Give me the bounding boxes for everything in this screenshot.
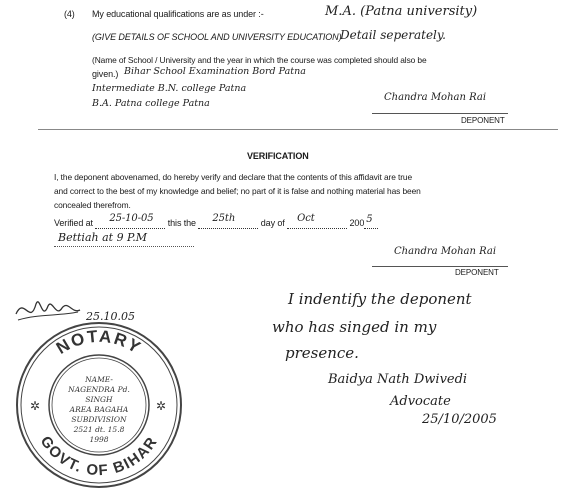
seal-subdivision: SUBDIVISION bbox=[71, 415, 127, 424]
advocate-name: Baidya Nath Dwivedi bbox=[328, 372, 468, 387]
month-value: Oct bbox=[297, 213, 315, 224]
seal-area: AREA BAGAHA bbox=[69, 405, 129, 414]
place-time: Bettiah at 9 P.M bbox=[58, 231, 147, 244]
verification-para3: concealed therefrom. bbox=[54, 200, 131, 210]
seal-reg-no: 2521 dt. 15.8 bbox=[73, 425, 125, 434]
attestation-line3: presence. bbox=[285, 344, 359, 362]
seal-name-label: NAME- bbox=[85, 375, 113, 384]
qualifications-line3b: given.) bbox=[92, 69, 119, 79]
qualifications-line2: (GIVE DETAILS OF SCHOOL AND UNIVERSITY EDUCATION) bbox=[92, 32, 342, 42]
day-value: 25th bbox=[212, 213, 236, 224]
seal-name-line1: NAGENDRA Pd. bbox=[68, 385, 130, 394]
verified-at-label: Verified at bbox=[54, 218, 93, 228]
verification-para2: and correct to the best of my knowledge and belief; no part of it is false and nothing material has been bbox=[54, 186, 421, 196]
seal-top-text: NOTARY bbox=[52, 326, 146, 358]
year-value: 5 bbox=[366, 214, 373, 225]
seal-year: 1998 bbox=[89, 435, 109, 444]
seal-star-left: ✲ bbox=[30, 399, 41, 413]
deponent-signature-2: Chandra Mohan Rai bbox=[394, 246, 497, 257]
day-of-label: day of bbox=[260, 218, 285, 228]
qualification-entry-2: Intermediate B.N. college Patna bbox=[92, 83, 247, 94]
verified-at-value: 25-10-05 bbox=[109, 213, 154, 224]
signature-line-1 bbox=[372, 113, 508, 114]
attestation-date: 25/10/2005 bbox=[422, 412, 497, 427]
handwritten-detail: Detail seperately. bbox=[340, 28, 446, 42]
signature-line-2 bbox=[372, 266, 508, 267]
handwritten-degree: M.A. (Patna university) bbox=[325, 4, 478, 19]
notary-seal bbox=[14, 320, 184, 490]
attestation-line2: who has singed in my bbox=[272, 318, 437, 336]
deponent-label-2: DEPONENT bbox=[455, 268, 499, 277]
qualifications-line3a: (Name of School / University and the year in which the course was completed should also be bbox=[92, 55, 427, 65]
qualification-entry-1: Bihar School Examination Bord Patna bbox=[124, 66, 306, 77]
qualification-entry-3: B.A. Patna college Patna bbox=[92, 98, 210, 109]
place-underline bbox=[54, 246, 194, 247]
verification-title: VERIFICATION bbox=[247, 151, 309, 161]
svg-text:NOTARY bbox=[53, 327, 145, 358]
qualifications-line1: My educational qualifications are as under :- bbox=[92, 9, 264, 19]
advocate-title: Advocate bbox=[390, 394, 451, 409]
seal-bottom-text: GOVT. OF BIHAR bbox=[36, 433, 162, 480]
section-divider bbox=[38, 129, 558, 130]
deponent-signature-1: Chandra Mohan Rai bbox=[384, 92, 487, 103]
seal-star-right: ✲ bbox=[156, 399, 167, 413]
notary-initials-date: 25.10.05 bbox=[86, 310, 135, 323]
item-number: (4) bbox=[64, 9, 75, 19]
this-the-label: this the bbox=[167, 218, 196, 228]
deponent-label-1: DEPONENT bbox=[461, 116, 505, 125]
seal-rings bbox=[14, 320, 184, 490]
attestation-line1: I indentify the deponent bbox=[288, 290, 472, 308]
seal-name-line2: SINGH bbox=[85, 395, 113, 404]
verification-para1: I, the deponent abovenamed, do hereby verify and declare that the contents of this affidavit are true bbox=[54, 172, 413, 182]
year-prefix: 200 bbox=[349, 218, 365, 228]
verified-line bbox=[54, 213, 378, 229]
